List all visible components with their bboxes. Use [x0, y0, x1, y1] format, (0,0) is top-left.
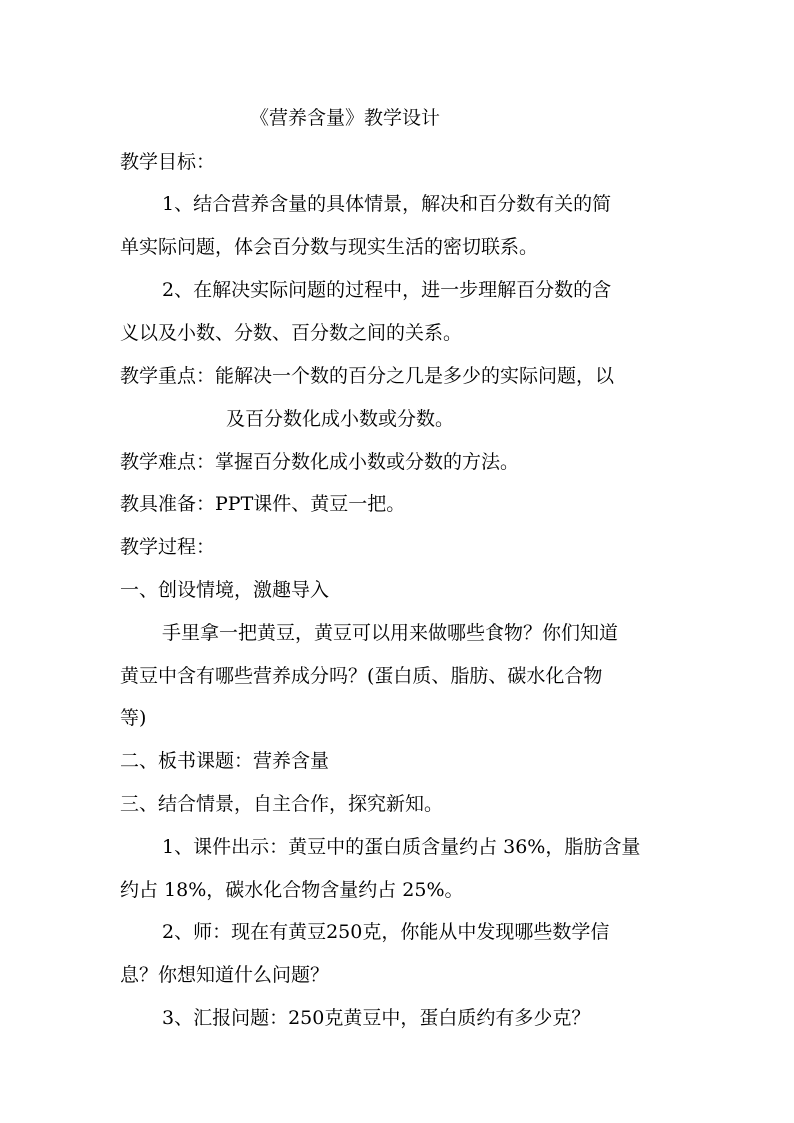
- section-1-paragraph-line-1: 手里拿一把黄豆，黄豆可以用来做哪些食物？你们知道: [162, 622, 619, 644]
- step-3-line-1: 3、汇报问题：250克黄豆中，蛋白质约有多少克？: [162, 1007, 591, 1029]
- section-1-paragraph-line-3: 等): [120, 707, 147, 729]
- section-1-heading: 一、创设情境，激趣导入: [120, 579, 330, 601]
- objective-1-line-1: 1、结合营养含量的具体情景，解决和百分数有关的简: [162, 193, 612, 215]
- key-point-line-2: 及百分数化成小数或分数。: [226, 408, 455, 430]
- objective-1-line-2: 单实际问题，体会百分数与现实生活的密切联系。: [120, 236, 539, 258]
- objectives-heading: 教学目标：: [120, 151, 216, 173]
- objective-2-line-2: 义以及小数、分数、百分数之间的关系。: [120, 322, 463, 344]
- step-2-line-1: 2、师：现在有黄豆250克，你能从中发现哪些数学信: [162, 921, 610, 943]
- difficulty: 教学难点：掌握百分数化成小数或分数的方法。: [120, 451, 520, 473]
- section-2-heading: 二、板书课题：营养含量: [120, 750, 330, 772]
- section-3-heading: 三、结合情景，自主合作，探究新知。: [120, 793, 444, 815]
- materials: 教具准备：PPT课件、黄豆一把。: [120, 493, 406, 515]
- step-1-line-1: 1、课件出示：黄豆中的蛋白质含量约占 36%，脂肪含量: [162, 836, 641, 858]
- objective-2-line-1: 2、在解决实际问题的过程中，进一步理解百分数的含: [162, 279, 612, 301]
- section-1-paragraph-line-2: 黄豆中含有哪些营养成分吗？(蛋白质、脂肪、碳水化合物: [120, 665, 603, 687]
- step-2-line-2: 息？你想知道什么问题？: [120, 964, 330, 986]
- process-heading: 教学过程：: [120, 536, 216, 558]
- key-point-line-1: 教学重点：能解决一个数的百分之几是多少的实际问题，以: [120, 365, 615, 387]
- step-1-line-2: 约占 18%，碳水化合物含量约占 25%。: [120, 879, 464, 901]
- document-title: 《营养含量》教学设计: [250, 107, 441, 129]
